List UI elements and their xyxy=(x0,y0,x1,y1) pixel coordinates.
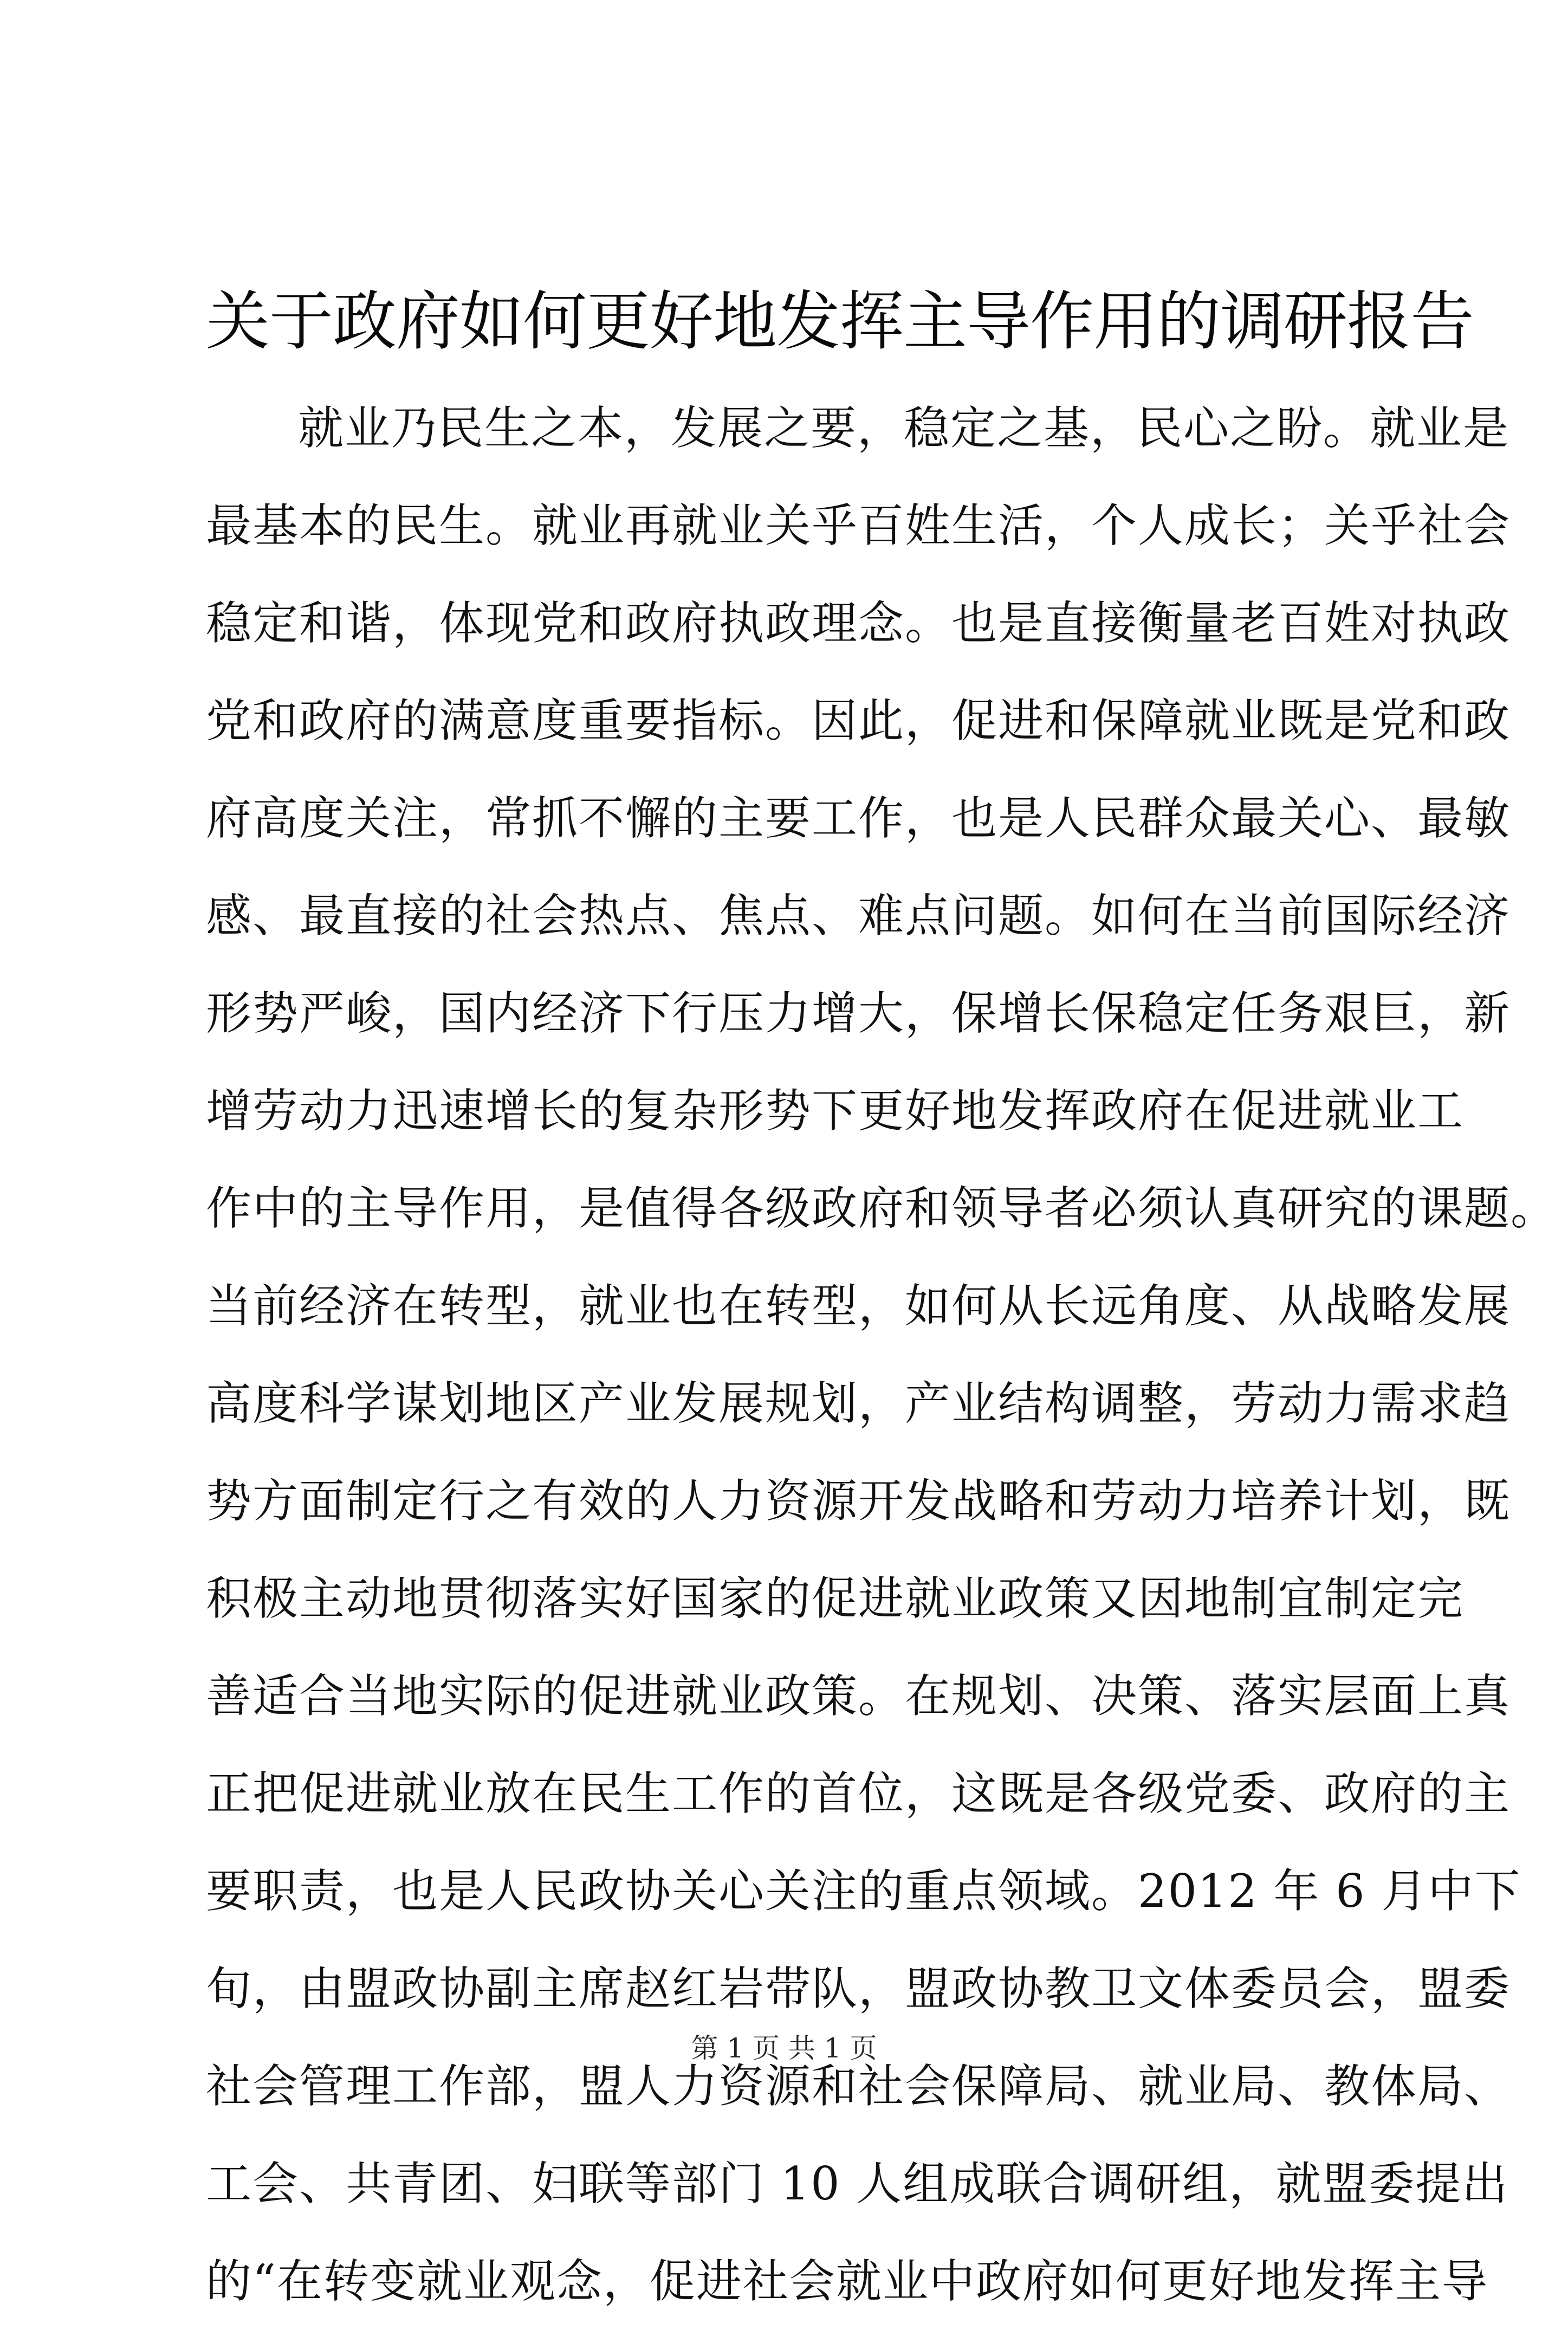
document-title: 关于政府如何更好地发挥主导作用的调研报告 xyxy=(206,284,1474,359)
body-line: 作中的主导作用，是值得各级政府和领导者必须认真研究的课题。 xyxy=(206,1182,1558,1235)
body-line: 党和政府的满意度重要指标。因此，促进和保障就业既是党和政 xyxy=(206,694,1511,747)
body-line: 社会管理工作部，盟人力资源和社会保障局、就业局、教体局、 xyxy=(206,2060,1511,2113)
page-footer xyxy=(0,2029,1568,2067)
body-line: 最基本的民生。就业再就业关乎百姓生活，个人成长；关乎社会 xyxy=(206,499,1511,552)
body-line: 要职责，也是人民政协关心关注的重点领域。2012 年 6 月中下 xyxy=(206,1865,1521,1918)
body-line: 正把促进就业放在民生工作的首位，这既是各级党委、政府的主 xyxy=(206,1767,1511,1820)
body-line: 感、最直接的社会热点、焦点、难点问题。如何在当前国际经济 xyxy=(206,889,1511,942)
body-line: 的“在转变就业观念，促进社会就业中政府如何更好地发挥主导 xyxy=(206,2255,1488,2308)
body-line: 积极主动地贯彻落实好国家的促进就业政策又因地制宜制定完 xyxy=(206,1572,1465,1625)
body-line: 府高度关注，常抓不懈的主要工作，也是人民群众最关心、最敏 xyxy=(206,792,1511,845)
body-line: 当前经济在转型，就业也在转型，如何从长远角度、从战略发展 xyxy=(206,1279,1511,1332)
page-number-label: 第 1 页 共 1 页 xyxy=(691,2033,877,2064)
body-line: 就业乃民生之本，发展之要，稳定之基，民心之盼。就业是 xyxy=(298,402,1510,455)
body-line: 势方面制定行之有效的人力资源开发战略和劳动力培养计划，既 xyxy=(206,1474,1511,1528)
body-line: 工会、共青团、妇联等部门 10 人组成联合调研组，就盟委提出 xyxy=(206,2157,1509,2210)
body-line: 增劳动力迅速增长的复杂形势下更好地发挥政府在促进就业工 xyxy=(206,1084,1465,1137)
body-line: 稳定和谐，体现党和政府执政理念。也是直接衡量老百姓对执政 xyxy=(206,597,1511,650)
body-line: 旬，由盟政协副主席赵红岩带队，盟政协教卫文体委员会，盟委 xyxy=(206,1962,1511,2015)
body-line: 高度科学谋划地区产业发展规划，产业结构调整，劳动力需求趋 xyxy=(206,1377,1511,1430)
body-line: 善适合当地实际的促进就业政策。在规划、决策、落实层面上真 xyxy=(206,1669,1511,1723)
body-line: 形势严峻，国内经济下行压力增大，保增长保稳定任务艰巨，新 xyxy=(206,987,1511,1040)
